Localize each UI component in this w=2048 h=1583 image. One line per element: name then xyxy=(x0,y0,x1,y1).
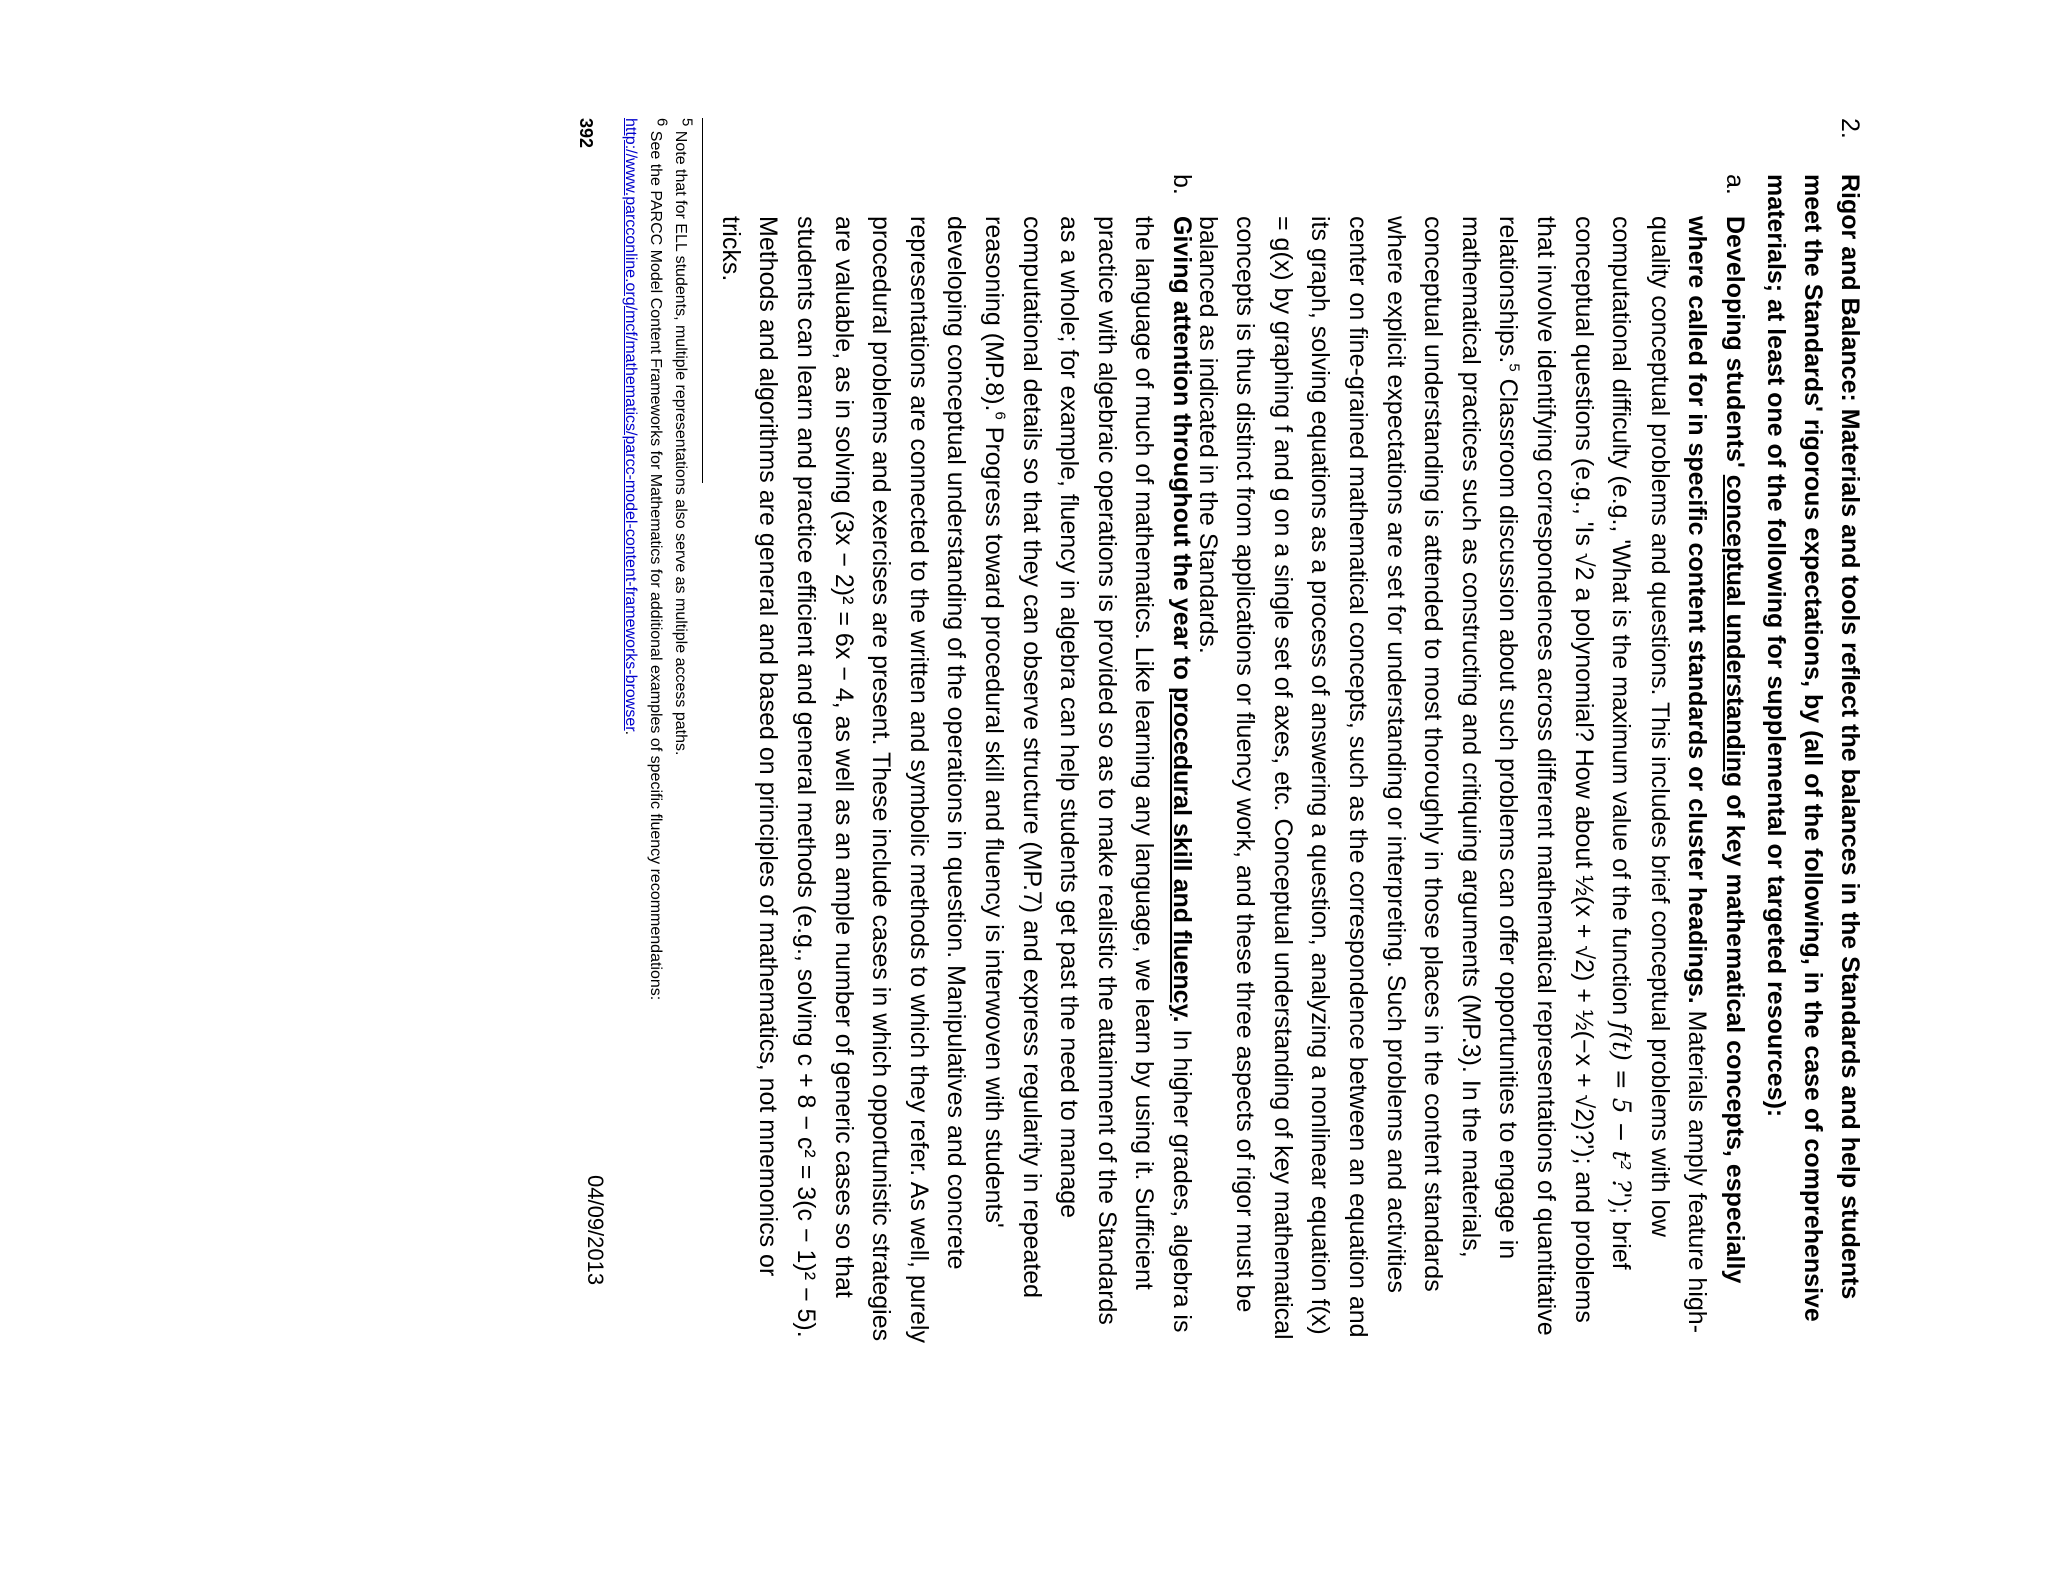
item-b-lead-post: . xyxy=(1168,1015,1196,1023)
list-item-2 xyxy=(1757,118,1868,1348)
item-letter-b: b. xyxy=(1168,174,1196,195)
item-b-lead-underlined: procedural skill and fluency xyxy=(1168,686,1196,1016)
footnote-ref-5: 5 xyxy=(1505,363,1523,372)
footnote-6 xyxy=(643,118,671,1418)
parcc-frameworks-link[interactable]: http://www.parcconline.org/mcf/mathematics/parcc-model-content-frameworks-browser xyxy=(622,118,639,731)
item-a-text-2: ); brief conceptual questions (e.g., 'Is √2 a polynomial? How about ½(x + √2) + ½(−x + √2)?'); and problems that involve identifying correspondences across different mathematical representations of quantitative relationships. xyxy=(1494,216,1636,1336)
footnote-6-link-tail: . xyxy=(622,730,639,736)
footnote-divider xyxy=(702,118,703,483)
footnote-5 xyxy=(668,118,696,1418)
item-b-lead xyxy=(1168,216,1196,1023)
item-2-text: Rigor and Balance: Materials and tools reflect the balances in the Standards and help students meet the Standards' rigorous expectations, by (all of the following, in the case of comprehensive materials; at least one of the following for supplemental or targeted resources): xyxy=(1762,174,1864,1322)
list-item-b xyxy=(711,118,1200,1348)
item-letter-a: a. xyxy=(1721,174,1749,195)
document-date: 04/09/2013 xyxy=(583,1175,608,1286)
footnote-6-text: See the PARCC Model Content Frameworks for Mathematics for additional examples of specific fluency recommendations: xyxy=(647,126,664,1001)
footnote-5-mark: 5 xyxy=(678,118,696,127)
item-b-text-2: Progress toward procedural skill and fluency is interwoven with students' developing conceptual understanding of the operations in question. Manipulatives and concrete representations are connected to the written and symbolic methods to which they refer. As well, purely procedural problems and exercises are present. These include cases in which opportunistic strategies are valuable, as in solving (3x − 2)² = 6x − 4, as well as an ample number of generic cases so that students can learn and practice efficient and general methods (e.g., solving c + 8 − c² = 3(c − 1)² − 5). Methods and algorithms are general and based on principles of mathematics, not mnemonics or tricks. xyxy=(716,216,1009,1343)
item-number: 2. xyxy=(1836,118,1864,139)
item-a-text-1: Materials amply feature high-quality conceptual problems and questions. This includes brief conceptual problems with low computational difficulty (e.g., 'What is the maximum value of the function xyxy=(1607,216,1712,1334)
item-a-lead-post: of key mathematical concepts, especially where called for in specific content standards or cluster headings. xyxy=(1683,216,1749,1284)
item-b-body xyxy=(711,216,1200,1348)
item-a-text-3: Classroom discussion about such problems can offer opportunities to engage in mathematical practices such as constructing and critiquing arguments (MP.3). In the materials, conceptual understanding is attended to most thoroughly in those places in the content standards where explicit expectations are set for understanding or interpreting. Such problems and activities center on fine-grained mathematical concepts, such as the correspondence between an equation and its graph, solving equations as a process of answering a question, analyzing a nonlinear equation f(x) = g(x) by graphing f and g on a single set of axes, etc. Conceptual understanding of key mathematical concepts is thus distinct from applications or fluency work, and these three aspects of rigor must be balanced as indicated in the Standards. xyxy=(1193,216,1523,1340)
footnote-6-mark: 6 xyxy=(653,118,671,127)
item-a-body xyxy=(1188,216,1753,1348)
footnote-6-link-line xyxy=(622,118,639,735)
page-number: 392 xyxy=(576,118,596,149)
item-a-lead-underlined: conceptual understanding xyxy=(1721,474,1749,788)
item-b-text-1: In higher grades, algebra is the language of much of mathematics. Like learning any language, we learn by using it. Sufficient practice with algebraic operations is provided so as to make realistic the attainment of the Standards as a whole; for example, fluency in algebra can help students get past the need to manage computational details so that they can observe structure (MP.7) and express regularity in repeated reasoning (MP.8). xyxy=(980,216,1196,1333)
item-a-function: f(t) = 5 − t² ?' xyxy=(1607,1022,1637,1199)
item-b-lead-pre: Giving attention throughout the year to xyxy=(1168,216,1196,687)
item-a-lead-pre: Developing students' xyxy=(1721,216,1749,475)
footnote-5-text: Note that for ELL students, multiple representations also serve as multiple access paths. xyxy=(672,126,689,756)
footnote-ref-6: 6 xyxy=(991,411,1009,420)
footnotes xyxy=(618,118,696,1418)
list-item-a xyxy=(1188,118,1753,1348)
